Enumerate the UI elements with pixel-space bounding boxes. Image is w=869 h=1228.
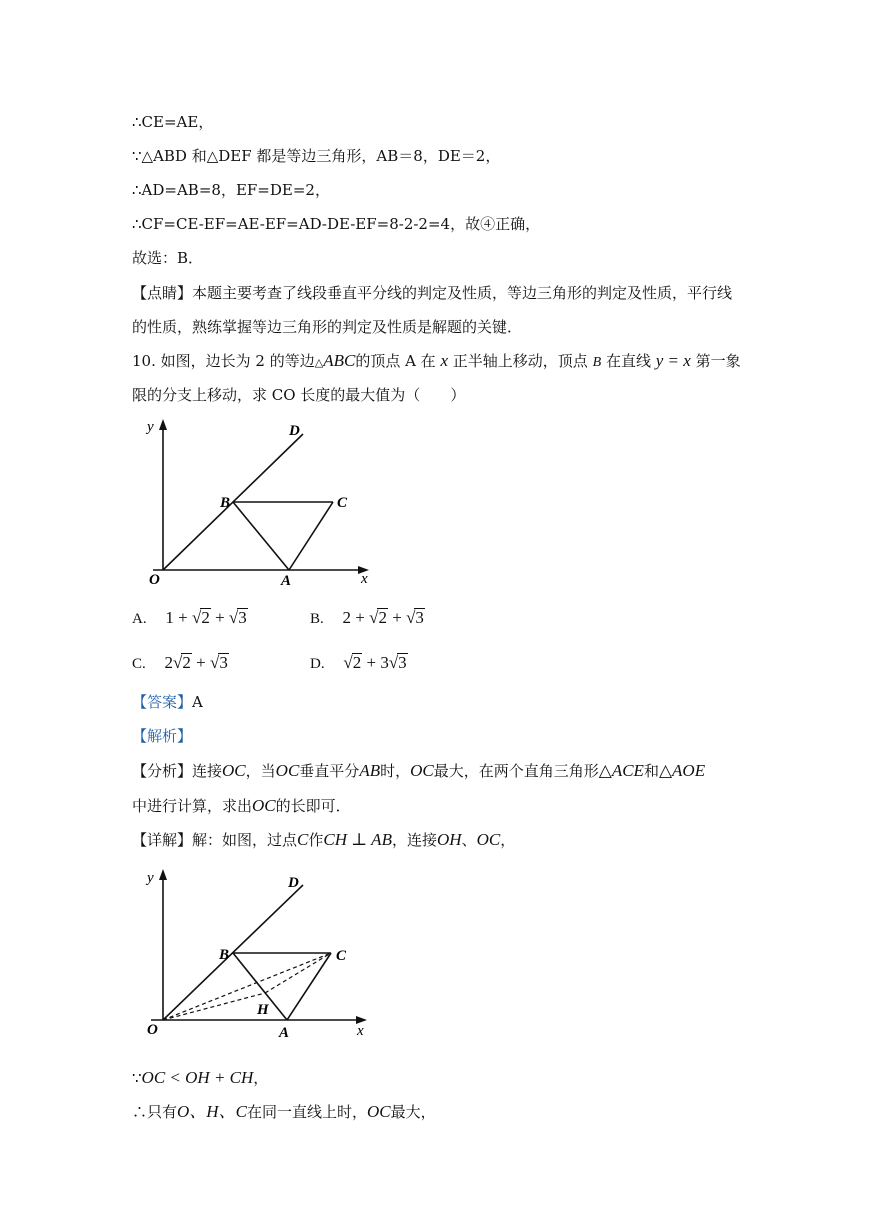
fenxi-line-1 bbox=[132, 760, 705, 782]
dianjing-line-1 bbox=[132, 282, 732, 304]
label-o-2: O bbox=[147, 1022, 158, 1038]
dianjing-tag: 【点睛】 bbox=[132, 284, 193, 302]
points-ohc: O、H、C bbox=[177, 1102, 247, 1121]
label-o: O bbox=[149, 572, 160, 587]
dianjing-text: 本题主要考查了线段垂直平分线的判定及性质，等边三角形的判定及性质，平行线 bbox=[192, 284, 733, 302]
option-d-label: D. bbox=[310, 656, 325, 672]
label-x-2: x bbox=[357, 1023, 364, 1039]
question-line-1 bbox=[132, 350, 741, 374]
fenxi-text-1: 连接 bbox=[192, 762, 223, 780]
label-b: B bbox=[220, 495, 231, 511]
c-var: C bbox=[297, 830, 309, 849]
question-number: 10. bbox=[132, 352, 156, 370]
label-a: A bbox=[281, 573, 292, 587]
option-c-formula: 2√2 + √3 bbox=[164, 653, 228, 672]
option-d-formula: √2 + 3√3 bbox=[343, 653, 407, 672]
detail-text-4: ， bbox=[500, 831, 516, 849]
question-text-b: 的顶点 A 在 bbox=[355, 352, 436, 370]
figure-2 bbox=[135, 865, 385, 1043]
analysis-tag: 【解析】 bbox=[132, 727, 193, 745]
answer-value: A bbox=[192, 693, 203, 711]
question-text-c: 正半轴上移动，顶点 bbox=[452, 352, 588, 370]
triangle-symbol: △ bbox=[314, 356, 324, 369]
label-a-2: A bbox=[279, 1025, 290, 1041]
segment-ba bbox=[233, 502, 289, 570]
option-b-formula: 2 + √2 + √3 bbox=[342, 608, 424, 627]
fenxi-text-4: 时， bbox=[380, 762, 411, 780]
option-b-label: B. bbox=[310, 611, 324, 627]
question-text-e: 第一象 bbox=[695, 352, 741, 370]
label-h-2: H bbox=[257, 1002, 269, 1018]
label-b-2: B bbox=[219, 947, 230, 963]
detail-text-3: ，连接 bbox=[391, 831, 437, 849]
option-a-formula: 1 + √2 + √3 bbox=[165, 608, 247, 627]
abc-label: ABC bbox=[323, 351, 356, 370]
y-axis-arrow bbox=[159, 419, 167, 430]
answer-line bbox=[132, 691, 203, 713]
label-y: y bbox=[147, 419, 154, 435]
y-axis-arrow-2 bbox=[159, 869, 167, 880]
fenxi-text-5: 最大，在两个直角三角形 bbox=[433, 762, 599, 780]
aoe-var: △AOE bbox=[658, 761, 706, 780]
option-a-label: A. bbox=[132, 611, 147, 627]
oc-var-4: OC bbox=[252, 796, 276, 815]
perp-expr: CH ⊥ AB bbox=[323, 830, 392, 849]
fenxi-text-3: 垂直平分 bbox=[299, 762, 360, 780]
label-c-2: C bbox=[336, 948, 347, 964]
question-text-d: 在直线 bbox=[605, 352, 651, 370]
fenxi-tag: 【分析】 bbox=[132, 762, 193, 780]
fenxi-line-2 bbox=[132, 795, 351, 817]
text-line-4: ∴CF=CE-EF=AE-EF=AD-DE-EF=8-2-2=4，故④正确， bbox=[132, 215, 541, 233]
fenxi-text-2: ，当 bbox=[245, 762, 276, 780]
fenxi-line2-text-a: 中进行计算，求出 bbox=[132, 797, 253, 815]
inequality: OC < OH + CH bbox=[141, 1068, 254, 1087]
option-c[interactable] bbox=[132, 651, 229, 676]
line-equation: y = x bbox=[655, 351, 691, 370]
dashed-hc bbox=[265, 953, 331, 993]
text-line-1: ∴CE=AE， bbox=[132, 113, 214, 131]
option-b[interactable] bbox=[310, 606, 425, 631]
conclusion-line-1 bbox=[132, 1067, 268, 1089]
x-var: x bbox=[440, 351, 449, 370]
b-var: B bbox=[592, 355, 602, 370]
oc-var-2: OC bbox=[275, 761, 300, 780]
conclusion-comma: ， bbox=[253, 1069, 269, 1087]
text-line-2: ∵△ABD 和△DEF 都是等边三角形，AB＝8，DE＝2， bbox=[132, 147, 501, 165]
answer-tag: 【答案】 bbox=[132, 693, 193, 711]
text-line-3: ∴AD=AB=8，EF=DE=2， bbox=[132, 181, 330, 199]
detail-line bbox=[132, 829, 515, 851]
label-c: C bbox=[337, 495, 348, 511]
detail-text-2: 作 bbox=[308, 831, 324, 849]
oc-var-3: OC bbox=[410, 761, 434, 780]
label-x: x bbox=[361, 571, 368, 587]
segment-ca bbox=[289, 502, 333, 570]
dashed-oh bbox=[163, 993, 265, 1020]
conclusion-text-2: 在同一直线上时， bbox=[246, 1103, 367, 1121]
therefore-symbol: ∴ bbox=[132, 1103, 148, 1121]
oh-var: OH bbox=[436, 830, 462, 849]
ab-var: AB bbox=[359, 761, 381, 780]
fenxi-text-6: 和 bbox=[643, 762, 659, 780]
label-d: D bbox=[289, 423, 300, 439]
label-d-2: D bbox=[288, 875, 299, 891]
dianjing-line-2: 的性质，熟练掌握等边三角形的判定及性质是解题的关键． bbox=[132, 318, 523, 336]
because-symbol: ∵ bbox=[132, 1069, 142, 1087]
option-c-label: C. bbox=[132, 656, 146, 672]
oc-var-1: OC bbox=[222, 761, 246, 780]
conclusion-line-2 bbox=[132, 1101, 436, 1123]
conclusion-text-1: 只有 bbox=[147, 1103, 178, 1121]
conclusion-text-3: 最大， bbox=[390, 1103, 436, 1121]
oc-var-5: OC bbox=[476, 830, 501, 849]
question-text-a: 如图，边长为 2 的等边 bbox=[160, 352, 315, 370]
option-d[interactable] bbox=[310, 651, 408, 676]
option-a[interactable] bbox=[132, 606, 248, 631]
fenxi-line2-text-b: 的长即可． bbox=[275, 797, 351, 815]
ace-var: △ACE bbox=[598, 761, 644, 780]
question-line-2: 限的分支上移动，求 CO 长度的最大值为（ ） bbox=[132, 386, 466, 404]
detail-tag: 【详解】 bbox=[132, 831, 193, 849]
label-y-2: y bbox=[147, 870, 154, 886]
dashed-oc bbox=[163, 953, 331, 1020]
oc-var-6: OC bbox=[366, 1102, 391, 1121]
text-line-5: 故选：B． bbox=[132, 249, 204, 267]
detail-sep: 、 bbox=[461, 831, 477, 849]
segment-ca-2 bbox=[287, 953, 331, 1020]
figure-1 bbox=[135, 415, 385, 587]
detail-text-1: 解：如图，过点 bbox=[192, 831, 298, 849]
